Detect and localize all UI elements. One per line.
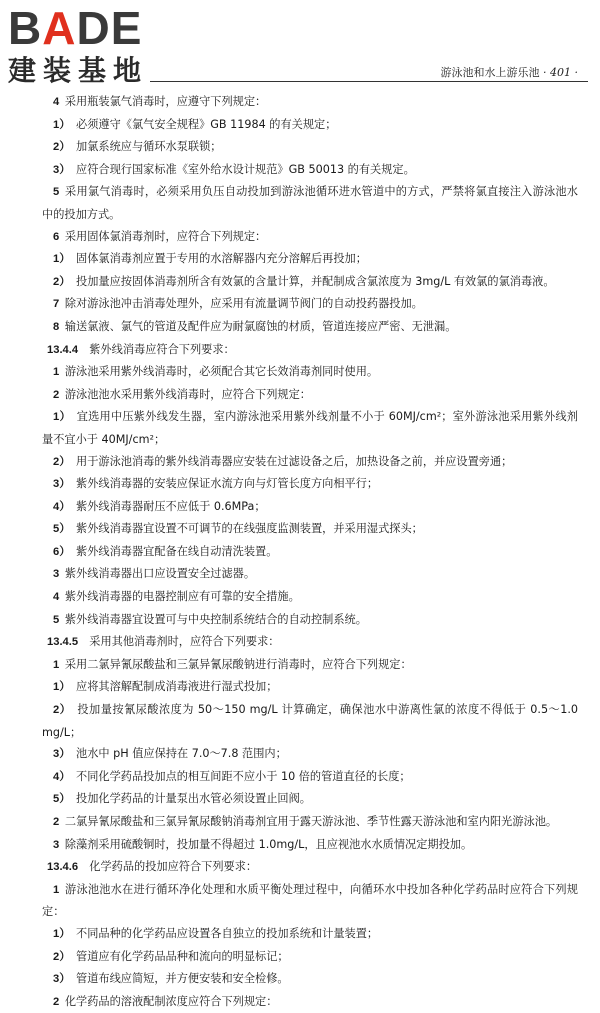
item-number: 3） <box>53 748 71 761</box>
item-text: 化学药品的投加应符合下列要求： <box>89 860 258 874</box>
item-number: 2 <box>53 388 60 401</box>
list-item <box>42 676 578 699</box>
item-number: 3） <box>53 478 71 491</box>
item-number: 1 <box>53 658 60 671</box>
list-item <box>42 406 578 450</box>
list-item <box>42 496 578 519</box>
item-text: 紫外线消毒器耐压不应低于 0.6MPa； <box>76 499 266 513</box>
list-item <box>42 271 578 294</box>
item-text: 管道布线应简短，并方便安装和安全检修。 <box>76 972 289 986</box>
section-paragraph <box>42 631 578 654</box>
logo-wordmark: BADE <box>8 2 143 54</box>
list-item <box>42 699 578 743</box>
item-number: 5 <box>53 613 60 626</box>
item-number: 3 <box>53 568 60 581</box>
item-number: 1 <box>53 366 60 379</box>
list-item <box>42 159 578 182</box>
item-text: 除藻剂采用硫酸铜时，投加量不得超过 1.0mg/L，且应视池水水质情况定期投加。 <box>64 837 473 851</box>
item-number: 2） <box>53 455 71 468</box>
item-number: 2 <box>53 816 60 828</box>
header-rule <box>150 81 588 82</box>
item-text: 采用其他消毒剂时，应符合下列要求： <box>89 635 280 649</box>
item-text: 紫外线消毒器宜设置可与中央控制系统结合的自动控制系统。 <box>64 612 367 626</box>
list-item <box>42 968 578 991</box>
item-number: 1） <box>53 118 71 131</box>
item-number: 2） <box>53 141 71 154</box>
item-text: 不同化学药品投加点的相互间距不应小于 10 倍的管道直径的长度； <box>76 769 411 783</box>
item-number: 4） <box>53 770 71 783</box>
item-number: 3） <box>53 973 71 986</box>
list-item <box>42 114 578 137</box>
item-text: 固体氯消毒剂应置于专用的水溶解器内充分溶解后再投加； <box>76 252 367 266</box>
list-item <box>42 541 578 564</box>
item-number: 3） <box>53 163 71 176</box>
list-item <box>42 586 578 609</box>
list-item <box>42 834 578 857</box>
item-text: 紫外线消毒器出口应设置安全过滤器。 <box>64 567 256 581</box>
item-text: 必须遵守《氯气安全规程》GB 11984 的有关规定； <box>76 117 337 131</box>
item-number: 7 <box>53 298 60 311</box>
section-number: 13.4.6 <box>47 861 79 874</box>
item-text: 池水中 pH 值应保持在 7.0～7.8 范围内； <box>76 747 287 761</box>
item-number: 1） <box>53 411 71 424</box>
item-number: 2 <box>53 995 60 1008</box>
list-item <box>42 654 578 677</box>
list-item <box>42 788 578 811</box>
logo-subtitle: 建装基地 <box>8 54 149 87</box>
list-item <box>42 946 578 969</box>
item-number: 2） <box>53 950 71 963</box>
page-body <box>42 91 578 1013</box>
item-number: 8 <box>53 320 60 333</box>
list-item <box>42 226 578 249</box>
list-item <box>42 248 578 271</box>
item-number: 1） <box>53 681 71 694</box>
item-text: 投加量按氰尿酸浓度为 50～150 mg/L 计算确定，确保池水中游离性氯的浓度不得低于 0.5～1.0 mg/L； <box>42 703 578 739</box>
section-number: 13.4.4 <box>47 343 79 356</box>
item-text: 紫外线消毒器的安装应保证水流方向与灯管长度方向相平行； <box>76 477 379 491</box>
item-number: 2） <box>53 275 71 288</box>
item-number: 6） <box>53 545 71 558</box>
header-title: 游泳池和水上游乐池 <box>440 66 540 79</box>
item-text: 应符合现行国家标准《室外给水设计规范》GB 50013 的有关规定。 <box>76 162 415 176</box>
item-text: 游泳池池水在进行循环净化处理和水质平衡处理过程中，向循环水中投加各种化学药品时应符合下列规定： <box>42 882 578 919</box>
list-item <box>42 743 578 766</box>
item-text: 游泳池采用紫外线消毒时，必须配合其它长效消毒剂同时使用。 <box>64 365 379 379</box>
item-text: 紫外线消毒器宜设置不可调节的在线强度监测装置，并采用湿式探头； <box>76 522 423 536</box>
list-item <box>42 609 578 632</box>
item-text: 采用二氯异氰尿酸盐和三氯异氰尿酸钠进行消毒时，应符合下列规定： <box>64 657 412 671</box>
item-number: 4 <box>53 96 60 108</box>
section-paragraph <box>42 856 578 879</box>
list-item <box>42 384 578 407</box>
item-number: 1） <box>53 253 71 266</box>
item-text: 化学药品的溶液配制浓度应符合下列规定： <box>64 994 278 1008</box>
item-text: 投加化学药品的计量泵出水管必须设置止回阀。 <box>76 792 311 806</box>
item-text: 采用氯气消毒时，必须采用负压自动投加到游泳池循环进水管道中的方式，严禁将氯直接注入游泳池水中的投加方式。 <box>42 185 578 221</box>
item-number: 1） <box>53 927 71 940</box>
list-item <box>42 811 578 834</box>
item-number: 4） <box>53 500 71 513</box>
item-text: 二氯异氰尿酸盐和三氯异氰尿酸钠消毒剂宜用于露天游泳池、季节性露天游泳池和室内阳光游泳池。 <box>64 815 558 828</box>
list-item <box>42 766 578 789</box>
list-item <box>42 136 578 159</box>
item-text: 输送氯液、氯气的管道及配件应为耐氯腐蚀的材质，管道连接应严密、无泄漏。 <box>64 319 457 333</box>
list-item <box>42 181 578 225</box>
item-text: 游泳池池水采用紫外线消毒时，应符合下列规定： <box>64 387 311 401</box>
list-item <box>42 563 578 586</box>
item-text: 应将其溶解配制成消毒液进行湿式投加； <box>76 680 278 694</box>
item-text: 宜选用中压紫外线发生器，室内游泳池采用紫外线剂量不小于 60MJ/cm²；室外游泳池采用紫外线剂量不宜小于 40MJ/cm²； <box>42 410 578 446</box>
item-text: 采用瓶装氯气消毒时，应遵守下列规定： <box>64 95 267 108</box>
item-number: 4 <box>53 591 60 604</box>
item-number: 5 <box>53 186 60 199</box>
item-number: 5） <box>53 793 71 806</box>
item-text: 用于游泳池消毒的紫外线消毒器应安装在过滤设备之后，加热设备之前，并应设置旁通； <box>76 454 513 468</box>
item-text: 紫外线消毒器宜配备在线自动清洗装置。 <box>76 544 278 558</box>
list-item <box>42 473 578 496</box>
page-number: · 401 · <box>543 66 578 79</box>
list-item <box>42 879 578 923</box>
list-item <box>42 91 578 114</box>
list-item <box>42 316 578 339</box>
item-number: 3 <box>53 838 60 851</box>
logo <box>8 4 176 90</box>
item-number: 2） <box>53 704 72 717</box>
list-item <box>42 923 578 946</box>
section-paragraph <box>42 339 578 362</box>
item-number: 6 <box>53 230 60 243</box>
item-text: 采用固体氯消毒剂时，应符合下列规定： <box>64 229 267 243</box>
page-header <box>441 64 578 80</box>
item-text: 紫外线消毒应符合下列要求： <box>89 342 235 356</box>
section-number: 13.4.5 <box>47 636 79 649</box>
list-item <box>42 451 578 474</box>
item-text: 除对游泳池冲击消毒处理外，应采用有流量调节阀门的自动投药器投加。 <box>64 297 423 311</box>
list-item <box>42 293 578 316</box>
item-text: 投加量应按固体消毒剂所含有效氯的含量计算，并配制成含氯浓度为 3mg/L 有效氯的氯消毒液。 <box>76 274 555 288</box>
item-text: 紫外线消毒器的电器控制应有可靠的安全措施。 <box>64 590 300 604</box>
item-number: 5） <box>53 523 71 536</box>
item-text: 管道应有化学药品品种和流向的明显标记； <box>76 949 289 963</box>
item-text: 不同品种的化学药品应设置各自独立的投加系统和计量装置； <box>76 926 379 940</box>
item-number: 1 <box>53 883 60 896</box>
list-item <box>42 361 578 384</box>
list-item <box>42 991 578 1013</box>
list-item <box>42 518 578 541</box>
item-text: 加氯系统应与循环水泵联锁； <box>76 140 222 154</box>
